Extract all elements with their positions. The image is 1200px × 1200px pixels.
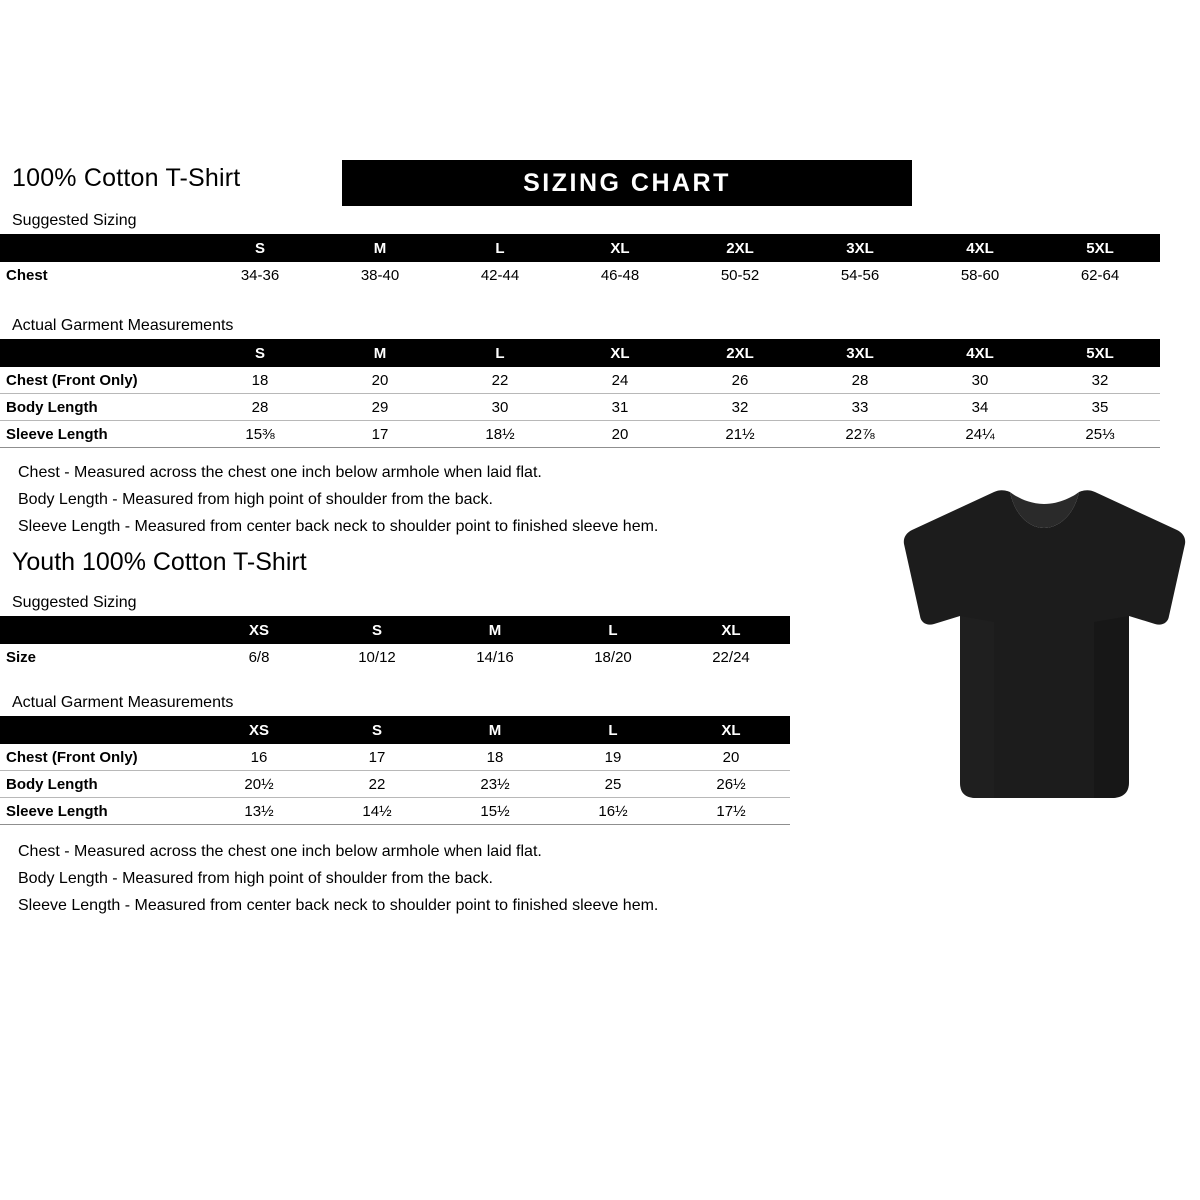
column-header: M — [436, 616, 554, 644]
column-header-corner — [0, 234, 200, 262]
product-image — [898, 482, 1190, 812]
column-header: 5XL — [1040, 339, 1160, 367]
table-cell: 28 — [800, 367, 920, 394]
table-cell: 24 — [560, 367, 680, 394]
table-cell: 58-60 — [960, 266, 1000, 284]
note-body-length: Body Length - Measured from high point of shoulder from the back. — [18, 870, 493, 887]
youth-actual-measurements-table — [0, 716, 790, 825]
table-cell: 18/20 — [594, 648, 632, 666]
row-label: Size — [6, 648, 37, 666]
adult-actual-measurements-label: Actual Garment Measurements — [12, 317, 234, 334]
table-cell: 17 — [318, 744, 436, 771]
table-cell: 32 — [1040, 367, 1160, 394]
column-header: M — [436, 716, 554, 744]
table-cell: 22/24 — [712, 648, 750, 666]
table-row — [0, 262, 1160, 288]
table-cell: 23½ — [436, 771, 554, 798]
column-header: M — [320, 339, 440, 367]
table-cell: 6/8 — [248, 648, 270, 666]
column-header: 4XL — [920, 339, 1040, 367]
column-header: XS — [200, 616, 318, 644]
table-cell: 22 — [318, 771, 436, 798]
column-header: 2XL — [680, 234, 800, 262]
table-row — [0, 798, 790, 825]
column-header: XL — [672, 616, 790, 644]
row-label: Body Length — [0, 771, 200, 798]
row-label: Chest (Front Only) — [0, 367, 200, 394]
table-cell: 20 — [672, 744, 790, 771]
table-cell: 54-56 — [840, 266, 880, 284]
column-header: 3XL — [800, 339, 920, 367]
column-header: 2XL — [680, 339, 800, 367]
column-header: XL — [672, 716, 790, 744]
table-header-row — [0, 234, 1160, 262]
table-row — [0, 744, 790, 771]
note-sleeve-length: Sleeve Length - Measured from center back neck to shoulder point to finished sleeve hem. — [18, 518, 659, 535]
youth-actual-measurements-label: Actual Garment Measurements — [12, 694, 234, 711]
table-cell: 38-40 — [360, 266, 400, 284]
row-label: Chest (Front Only) — [0, 744, 200, 771]
row-label: Sleeve Length — [0, 421, 200, 448]
adult-actual-measurements-table — [0, 339, 1160, 448]
table-cell: 25⅓ — [1040, 421, 1160, 448]
chart-header — [12, 160, 1188, 208]
column-header: S — [200, 234, 320, 262]
column-header: 3XL — [800, 234, 920, 262]
table-cell: 31 — [560, 394, 680, 421]
row-label: Body Length — [0, 394, 200, 421]
column-header: S — [318, 616, 436, 644]
table-cell: 26 — [680, 367, 800, 394]
column-header: S — [318, 716, 436, 744]
row-label: Chest — [6, 266, 48, 284]
table-row — [0, 421, 1160, 448]
adult-measurement-notes — [18, 459, 658, 540]
table-cell: 25 — [554, 771, 672, 798]
table-cell: 20 — [320, 367, 440, 394]
table-cell: 10/12 — [358, 648, 396, 666]
table-cell: 33 — [800, 394, 920, 421]
table-cell: 28 — [200, 394, 320, 421]
table-cell: 17½ — [672, 798, 790, 825]
table-cell: 50-52 — [720, 266, 760, 284]
black-t-shirt-icon — [898, 482, 1190, 812]
column-header: L — [440, 234, 560, 262]
table-cell: 46-48 — [600, 266, 640, 284]
column-header-corner — [0, 616, 200, 644]
table-cell: 26½ — [672, 771, 790, 798]
table-header-row — [0, 616, 790, 644]
table-cell: 20 — [560, 421, 680, 448]
column-header: 4XL — [920, 234, 1040, 262]
table-row — [0, 394, 1160, 421]
table-cell: 32 — [680, 394, 800, 421]
column-header: L — [554, 616, 672, 644]
table-cell: 34 — [920, 394, 1040, 421]
adult-section-title: 100% Cotton T-Shirt — [12, 164, 241, 192]
youth-suggested-sizing-table — [0, 616, 790, 670]
table-row — [0, 367, 1160, 394]
column-header: XL — [560, 234, 680, 262]
table-cell: 34-36 — [240, 266, 280, 284]
column-header: 5XL — [1040, 234, 1160, 262]
note-chest: Chest - Measured across the chest one inch below armhole when laid flat. — [18, 464, 542, 481]
note-sleeve-length: Sleeve Length - Measured from center back neck to shoulder point to finished sleeve hem. — [18, 897, 659, 914]
table-cell: 62-64 — [1080, 266, 1120, 284]
column-header-corner — [0, 716, 200, 744]
column-header: M — [320, 234, 440, 262]
table-header-row — [0, 339, 1160, 367]
table-cell: 16 — [200, 744, 318, 771]
table-cell: 14½ — [318, 798, 436, 825]
table-cell: 24¼ — [920, 421, 1040, 448]
table-cell: 30 — [440, 394, 560, 421]
table-header-row — [0, 716, 790, 744]
table-cell: 18½ — [440, 421, 560, 448]
sizing-chart-banner — [342, 160, 912, 206]
column-header: L — [440, 339, 560, 367]
table-cell: 42-44 — [480, 266, 520, 284]
sizing-chart-banner-label: SIZING CHART — [523, 169, 731, 197]
youth-measurement-notes — [18, 838, 658, 919]
adult-suggested-sizing-table — [0, 234, 1160, 288]
table-cell: 14/16 — [476, 648, 514, 666]
note-body-length: Body Length - Measured from high point of shoulder from the back. — [18, 491, 493, 508]
table-cell: 15½ — [436, 798, 554, 825]
table-cell: 22⅞ — [800, 421, 920, 448]
table-cell: 15⅜ — [200, 421, 320, 448]
table-row — [0, 771, 790, 798]
table-cell: 18 — [436, 744, 554, 771]
table-cell: 21½ — [680, 421, 800, 448]
table-cell: 30 — [920, 367, 1040, 394]
adult-suggested-sizing-label: Suggested Sizing — [12, 212, 137, 229]
youth-suggested-sizing-label: Suggested Sizing — [12, 594, 137, 611]
column-header-corner — [0, 339, 200, 367]
youth-section-title: Youth 100% Cotton T-Shirt — [12, 548, 307, 576]
table-cell: 17 — [320, 421, 440, 448]
table-cell: 20½ — [200, 771, 318, 798]
column-header: S — [200, 339, 320, 367]
table-cell: 13½ — [200, 798, 318, 825]
row-label: Sleeve Length — [0, 798, 200, 825]
column-header: XL — [560, 339, 680, 367]
table-cell: 16½ — [554, 798, 672, 825]
table-cell: 35 — [1040, 394, 1160, 421]
table-row — [0, 644, 790, 670]
table-cell: 22 — [440, 367, 560, 394]
table-cell: 19 — [554, 744, 672, 771]
table-cell: 18 — [200, 367, 320, 394]
column-header: L — [554, 716, 672, 744]
note-chest: Chest - Measured across the chest one inch below armhole when laid flat. — [18, 843, 542, 860]
table-cell: 29 — [320, 394, 440, 421]
column-header: XS — [200, 716, 318, 744]
